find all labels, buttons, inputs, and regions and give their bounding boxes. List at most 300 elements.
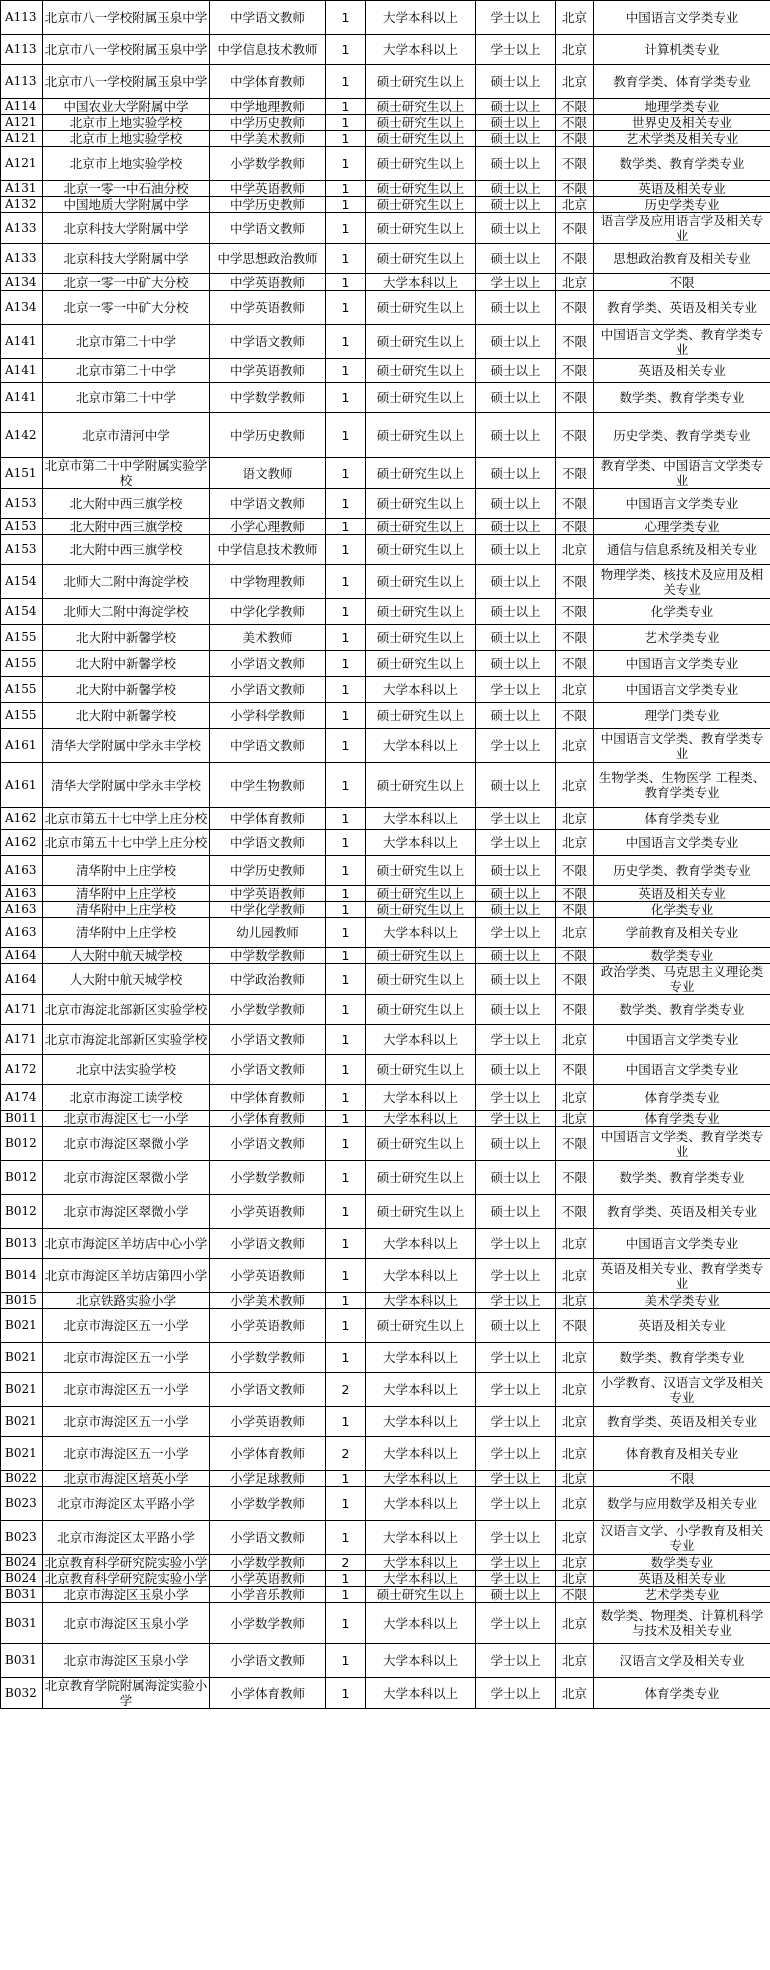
major-cell: 英语及相关专业 [594, 1571, 770, 1587]
major-cell: 艺术学类及相关专业 [594, 131, 770, 147]
degree-cell: 学士以上 [476, 1437, 556, 1471]
headcount-cell: 1 [326, 383, 366, 413]
post-cell: 小学体育教师 [210, 1111, 326, 1127]
table-row [1, 948, 770, 964]
headcount-cell: 1 [326, 1471, 366, 1487]
position-code-cell: A155 [1, 703, 43, 729]
employer-cell: 北京市上地实验学校 [43, 131, 210, 147]
household-registration-cell: 不限 [556, 244, 594, 274]
major-cell: 中国语言文学类专业 [594, 651, 770, 677]
headcount-cell: 1 [326, 197, 366, 213]
headcount-cell: 1 [326, 808, 366, 830]
employer-cell: 清华附中上庄学校 [43, 902, 210, 918]
major-cell: 历史学类、教育学类专业 [594, 856, 770, 886]
table-row [1, 625, 770, 651]
table-row [1, 197, 770, 213]
employer-cell: 北京市海淀区七一小学 [43, 1111, 210, 1127]
education-cell: 硕士研究生以上 [366, 1161, 476, 1195]
post-cell: 中学物理教师 [210, 565, 326, 599]
headcount-cell: 1 [326, 830, 366, 856]
table-row [1, 918, 770, 948]
position-code-cell: A113 [1, 1, 43, 35]
post-cell: 中学体育教师 [210, 65, 326, 99]
position-code-cell: A141 [1, 325, 43, 359]
table-row [1, 995, 770, 1025]
degree-cell: 硕士以上 [476, 181, 556, 197]
household-registration-cell: 北京 [556, 35, 594, 65]
position-code-cell: B015 [1, 1293, 43, 1309]
headcount-cell: 2 [326, 1437, 366, 1471]
household-registration-cell: 不限 [556, 651, 594, 677]
major-cell: 中国语言文学类专业 [594, 677, 770, 703]
headcount-cell: 1 [326, 1571, 366, 1587]
table-row [1, 1343, 770, 1373]
employer-cell: 北京市上地实验学校 [43, 147, 210, 181]
headcount-cell: 1 [326, 1, 366, 35]
table-row [1, 1603, 770, 1644]
household-registration-cell: 北京 [556, 808, 594, 830]
position-code-cell: A155 [1, 677, 43, 703]
headcount-cell: 1 [326, 703, 366, 729]
table-row [1, 1161, 770, 1195]
table-row [1, 703, 770, 729]
education-cell: 硕士研究生以上 [366, 519, 476, 535]
education-cell: 硕士研究生以上 [366, 763, 476, 808]
position-code-cell: A132 [1, 197, 43, 213]
degree-cell: 硕士以上 [476, 489, 556, 519]
position-code-cell: A121 [1, 131, 43, 147]
household-registration-cell: 不限 [556, 519, 594, 535]
household-registration-cell: 北京 [556, 1085, 594, 1111]
employer-cell: 北京中法实验学校 [43, 1055, 210, 1085]
major-cell: 历史学类专业 [594, 197, 770, 213]
employer-cell: 清华附中上庄学校 [43, 856, 210, 886]
degree-cell: 硕士以上 [476, 519, 556, 535]
table-row [1, 902, 770, 918]
position-code-cell: A151 [1, 458, 43, 489]
headcount-cell: 1 [326, 1111, 366, 1127]
employer-cell: 北京市上地实验学校 [43, 115, 210, 131]
degree-cell: 学士以上 [476, 1111, 556, 1127]
post-cell: 小学数学教师 [210, 1161, 326, 1195]
position-code-cell: A141 [1, 383, 43, 413]
table-row [1, 1309, 770, 1343]
education-cell: 大学本科以上 [366, 1373, 476, 1407]
table-row [1, 244, 770, 274]
position-code-cell: B031 [1, 1644, 43, 1678]
position-code-cell: A171 [1, 995, 43, 1025]
degree-cell: 学士以上 [476, 1471, 556, 1487]
education-cell: 大学本科以上 [366, 274, 476, 291]
headcount-cell: 1 [326, 325, 366, 359]
education-cell: 硕士研究生以上 [366, 625, 476, 651]
employer-cell: 北京市第二十中学附属实验学校 [43, 458, 210, 489]
post-cell: 中学政治教师 [210, 964, 326, 995]
education-cell: 大学本科以上 [366, 1487, 476, 1521]
employer-cell: 北京市海淀区五一小学 [43, 1373, 210, 1407]
household-registration-cell: 不限 [556, 181, 594, 197]
table-row [1, 1111, 770, 1127]
education-cell: 大学本科以上 [366, 1678, 476, 1709]
household-registration-cell: 北京 [556, 1487, 594, 1521]
education-cell: 大学本科以上 [366, 830, 476, 856]
post-cell: 中学生物教师 [210, 763, 326, 808]
employer-cell: 北大附中新馨学校 [43, 703, 210, 729]
education-cell: 硕士研究生以上 [366, 489, 476, 519]
headcount-cell: 1 [326, 1521, 366, 1555]
post-cell: 中学语文教师 [210, 830, 326, 856]
major-cell: 数学类、教育学类专业 [594, 1343, 770, 1373]
table-row [1, 1195, 770, 1229]
headcount-cell: 1 [326, 1127, 366, 1161]
education-cell: 硕士研究生以上 [366, 535, 476, 565]
education-cell: 硕士研究生以上 [366, 213, 476, 244]
post-cell: 中学语文教师 [210, 729, 326, 763]
major-cell: 化学类专业 [594, 902, 770, 918]
degree-cell: 硕士以上 [476, 458, 556, 489]
post-cell: 中学语文教师 [210, 489, 326, 519]
headcount-cell: 1 [326, 413, 366, 458]
education-cell: 大学本科以上 [366, 808, 476, 830]
employer-cell: 北京市八一学校附属玉泉中学 [43, 1, 210, 35]
education-cell: 大学本科以上 [366, 677, 476, 703]
household-registration-cell: 不限 [556, 325, 594, 359]
position-code-cell: A164 [1, 948, 43, 964]
headcount-cell: 1 [326, 599, 366, 625]
employer-cell: 北京市第二十中学 [43, 325, 210, 359]
headcount-cell: 1 [326, 918, 366, 948]
position-code-cell: B021 [1, 1437, 43, 1471]
post-cell: 中学英语教师 [210, 886, 326, 902]
household-registration-cell: 不限 [556, 489, 594, 519]
household-registration-cell: 北京 [556, 729, 594, 763]
post-cell: 中学历史教师 [210, 413, 326, 458]
education-cell: 大学本科以上 [366, 35, 476, 65]
education-cell: 大学本科以上 [366, 1025, 476, 1055]
household-registration-cell: 不限 [556, 902, 594, 918]
household-registration-cell: 北京 [556, 1025, 594, 1055]
degree-cell: 学士以上 [476, 1487, 556, 1521]
household-registration-cell: 不限 [556, 291, 594, 325]
position-code-cell: A114 [1, 99, 43, 115]
table-row [1, 213, 770, 244]
degree-cell: 学士以上 [476, 1555, 556, 1571]
education-cell: 大学本科以上 [366, 918, 476, 948]
household-registration-cell: 不限 [556, 383, 594, 413]
position-code-cell: A134 [1, 291, 43, 325]
household-registration-cell: 不限 [556, 99, 594, 115]
table-row [1, 1055, 770, 1085]
employer-cell: 北大附中西三旗学校 [43, 535, 210, 565]
position-code-cell: B032 [1, 1678, 43, 1709]
education-cell: 大学本科以上 [366, 729, 476, 763]
employer-cell: 北京市海淀区玉泉小学 [43, 1587, 210, 1603]
employer-cell: 北京市海淀区五一小学 [43, 1343, 210, 1373]
degree-cell: 学士以上 [476, 1407, 556, 1437]
household-registration-cell: 不限 [556, 1309, 594, 1343]
degree-cell: 学士以上 [476, 1229, 556, 1259]
major-cell: 思想政治教育及相关专业 [594, 244, 770, 274]
employer-cell: 中国地质大学附属中学 [43, 197, 210, 213]
position-code-cell: A163 [1, 902, 43, 918]
post-cell: 小学体育教师 [210, 1437, 326, 1471]
headcount-cell: 1 [326, 729, 366, 763]
post-cell: 小学语文教师 [210, 1521, 326, 1555]
household-registration-cell: 北京 [556, 274, 594, 291]
education-cell: 硕士研究生以上 [366, 359, 476, 383]
table-row [1, 458, 770, 489]
household-registration-cell: 不限 [556, 886, 594, 902]
position-code-cell: A121 [1, 147, 43, 181]
degree-cell: 硕士以上 [476, 763, 556, 808]
employer-cell: 人大附中航天城学校 [43, 948, 210, 964]
major-cell: 不限 [594, 1471, 770, 1487]
headcount-cell: 1 [326, 458, 366, 489]
headcount-cell: 1 [326, 147, 366, 181]
table-row [1, 1644, 770, 1678]
post-cell: 小学数学教师 [210, 1343, 326, 1373]
table-row [1, 489, 770, 519]
post-cell: 小学数学教师 [210, 1555, 326, 1571]
table-row [1, 99, 770, 115]
position-code-cell: A153 [1, 519, 43, 535]
employer-cell: 北京市海淀区羊坊店中心小学 [43, 1229, 210, 1259]
table-row [1, 565, 770, 599]
degree-cell: 学士以上 [476, 808, 556, 830]
education-cell: 大学本科以上 [366, 1, 476, 35]
education-cell: 硕士研究生以上 [366, 599, 476, 625]
employer-cell: 北京一零一中石油分校 [43, 181, 210, 197]
position-code-cell: A161 [1, 729, 43, 763]
major-cell: 数学类、教育学类专业 [594, 383, 770, 413]
education-cell: 硕士研究生以上 [366, 147, 476, 181]
position-code-cell: B012 [1, 1161, 43, 1195]
table-row [1, 856, 770, 886]
headcount-cell: 1 [326, 291, 366, 325]
post-cell: 中学语文教师 [210, 213, 326, 244]
position-code-cell: B024 [1, 1571, 43, 1587]
table-row [1, 1259, 770, 1293]
degree-cell: 硕士以上 [476, 565, 556, 599]
post-cell: 小学音乐教师 [210, 1587, 326, 1603]
table-row [1, 325, 770, 359]
headcount-cell: 1 [326, 964, 366, 995]
headcount-cell: 1 [326, 948, 366, 964]
position-code-cell: A174 [1, 1085, 43, 1111]
position-code-cell: A172 [1, 1055, 43, 1085]
household-registration-cell: 北京 [556, 1437, 594, 1471]
headcount-cell: 1 [326, 359, 366, 383]
headcount-cell: 1 [326, 181, 366, 197]
major-cell: 数学类专业 [594, 1555, 770, 1571]
employer-cell: 北京科技大学附属中学 [43, 244, 210, 274]
major-cell: 教育学类、英语及相关专业 [594, 1407, 770, 1437]
headcount-cell: 1 [326, 1085, 366, 1111]
degree-cell: 学士以上 [476, 1085, 556, 1111]
table-row [1, 677, 770, 703]
table-row [1, 1025, 770, 1055]
major-cell: 体育学类专业 [594, 808, 770, 830]
education-cell: 大学本科以上 [366, 1644, 476, 1678]
major-cell: 小学教育、汉语言文学及相关专业 [594, 1373, 770, 1407]
headcount-cell: 1 [326, 565, 366, 599]
household-registration-cell: 北京 [556, 677, 594, 703]
employer-cell: 北京市海淀区五一小学 [43, 1309, 210, 1343]
position-code-cell: B023 [1, 1521, 43, 1555]
degree-cell: 学士以上 [476, 274, 556, 291]
position-code-cell: A154 [1, 565, 43, 599]
degree-cell: 硕士以上 [476, 1055, 556, 1085]
household-registration-cell: 北京 [556, 1259, 594, 1293]
employer-cell: 北京市海淀区太平路小学 [43, 1521, 210, 1555]
major-cell: 不限 [594, 274, 770, 291]
employer-cell: 北京市第二十中学 [43, 383, 210, 413]
major-cell: 计算机类专业 [594, 35, 770, 65]
table-row [1, 1437, 770, 1471]
major-cell: 体育学类专业 [594, 1085, 770, 1111]
household-registration-cell: 北京 [556, 1293, 594, 1309]
position-code-cell: B022 [1, 1471, 43, 1487]
major-cell: 地理学类专业 [594, 99, 770, 115]
household-registration-cell: 北京 [556, 1471, 594, 1487]
major-cell: 中国语言文学类、教育学类专业 [594, 1127, 770, 1161]
position-code-cell: B023 [1, 1487, 43, 1521]
post-cell: 中学语文教师 [210, 325, 326, 359]
degree-cell: 硕士以上 [476, 413, 556, 458]
degree-cell: 学士以上 [476, 1343, 556, 1373]
headcount-cell: 1 [326, 65, 366, 99]
education-cell: 硕士研究生以上 [366, 131, 476, 147]
education-cell: 硕士研究生以上 [366, 902, 476, 918]
headcount-cell: 1 [326, 1259, 366, 1293]
household-registration-cell: 北京 [556, 918, 594, 948]
household-registration-cell: 北京 [556, 197, 594, 213]
major-cell: 体育教育及相关专业 [594, 1437, 770, 1471]
household-registration-cell: 北京 [556, 1373, 594, 1407]
major-cell: 数学类专业 [594, 948, 770, 964]
headcount-cell: 1 [326, 244, 366, 274]
degree-cell: 硕士以上 [476, 535, 556, 565]
education-cell: 大学本科以上 [366, 1471, 476, 1487]
employer-cell: 北京市海淀区培英小学 [43, 1471, 210, 1487]
headcount-cell: 1 [326, 1644, 366, 1678]
position-code-cell: A162 [1, 808, 43, 830]
education-cell: 硕士研究生以上 [366, 65, 476, 99]
table-row [1, 651, 770, 677]
table-row [1, 1587, 770, 1603]
position-code-cell: A153 [1, 535, 43, 565]
employer-cell: 北京市海淀区五一小学 [43, 1437, 210, 1471]
post-cell: 中学信息技术教师 [210, 535, 326, 565]
major-cell: 英语及相关专业 [594, 359, 770, 383]
table-row [1, 383, 770, 413]
headcount-cell: 1 [326, 1309, 366, 1343]
household-registration-cell: 不限 [556, 359, 594, 383]
major-cell: 数学类、教育学类专业 [594, 995, 770, 1025]
education-cell: 硕士研究生以上 [366, 948, 476, 964]
major-cell: 数学类、教育学类专业 [594, 147, 770, 181]
employer-cell: 北京市八一学校附属玉泉中学 [43, 35, 210, 65]
employer-cell: 北京市海淀工读学校 [43, 1085, 210, 1111]
major-cell: 教育学类、英语及相关专业 [594, 1195, 770, 1229]
household-registration-cell: 不限 [556, 995, 594, 1025]
household-registration-cell: 不限 [556, 131, 594, 147]
table-row [1, 1229, 770, 1259]
major-cell: 英语及相关专业 [594, 181, 770, 197]
post-cell: 小学语文教师 [210, 677, 326, 703]
employer-cell: 北京市海淀区五一小学 [43, 1407, 210, 1437]
headcount-cell: 1 [326, 535, 366, 565]
employer-cell: 北京市第二十中学 [43, 359, 210, 383]
table-row [1, 1, 770, 35]
major-cell: 中国语言文学类专业 [594, 1055, 770, 1085]
headcount-cell: 1 [326, 625, 366, 651]
household-registration-cell: 不限 [556, 948, 594, 964]
post-cell: 中学化学教师 [210, 599, 326, 625]
household-registration-cell: 不限 [556, 413, 594, 458]
headcount-cell: 1 [326, 115, 366, 131]
degree-cell: 学士以上 [476, 1293, 556, 1309]
table-row [1, 886, 770, 902]
table-row [1, 291, 770, 325]
major-cell: 化学类专业 [594, 599, 770, 625]
employer-cell: 北京市海淀区玉泉小学 [43, 1603, 210, 1644]
post-cell: 语文教师 [210, 458, 326, 489]
table-row [1, 1521, 770, 1555]
major-cell: 体育学类专业 [594, 1678, 770, 1709]
post-cell: 中学英语教师 [210, 291, 326, 325]
table-row [1, 1555, 770, 1571]
degree-cell: 硕士以上 [476, 99, 556, 115]
degree-cell: 硕士以上 [476, 213, 556, 244]
degree-cell: 硕士以上 [476, 625, 556, 651]
degree-cell: 学士以上 [476, 1521, 556, 1555]
headcount-cell: 2 [326, 1555, 366, 1571]
position-code-cell: A134 [1, 274, 43, 291]
degree-cell: 硕士以上 [476, 964, 556, 995]
major-cell: 中国语言文学类专业 [594, 830, 770, 856]
degree-cell: 学士以上 [476, 1571, 556, 1587]
post-cell: 中学英语教师 [210, 359, 326, 383]
table-row [1, 1471, 770, 1487]
post-cell: 中学信息技术教师 [210, 35, 326, 65]
employer-cell: 北师大二附中海淀学校 [43, 565, 210, 599]
employer-cell: 北京市海淀区玉泉小学 [43, 1644, 210, 1678]
post-cell: 小学英语教师 [210, 1259, 326, 1293]
post-cell: 小学语文教师 [210, 1644, 326, 1678]
post-cell: 小学足球教师 [210, 1471, 326, 1487]
post-cell: 中学历史教师 [210, 115, 326, 131]
household-registration-cell: 不限 [556, 115, 594, 131]
employer-cell: 清华附中上庄学校 [43, 918, 210, 948]
degree-cell: 学士以上 [476, 35, 556, 65]
employer-cell: 北京市第五十七中学上庄分校 [43, 808, 210, 830]
post-cell: 中学化学教师 [210, 902, 326, 918]
household-registration-cell: 北京 [556, 1521, 594, 1555]
major-cell: 中国语言文学类、教育学类专业 [594, 325, 770, 359]
employer-cell: 北京市海淀区翠微小学 [43, 1161, 210, 1195]
education-cell: 硕士研究生以上 [366, 1587, 476, 1603]
major-cell: 物理学类、核技术及应用及相关专业 [594, 565, 770, 599]
position-code-cell: B012 [1, 1127, 43, 1161]
headcount-cell: 1 [326, 1678, 366, 1709]
headcount-cell: 1 [326, 131, 366, 147]
position-code-cell: B021 [1, 1373, 43, 1407]
table-row [1, 1085, 770, 1111]
education-cell: 大学本科以上 [366, 1229, 476, 1259]
household-registration-cell: 北京 [556, 1111, 594, 1127]
headcount-cell: 1 [326, 1161, 366, 1195]
